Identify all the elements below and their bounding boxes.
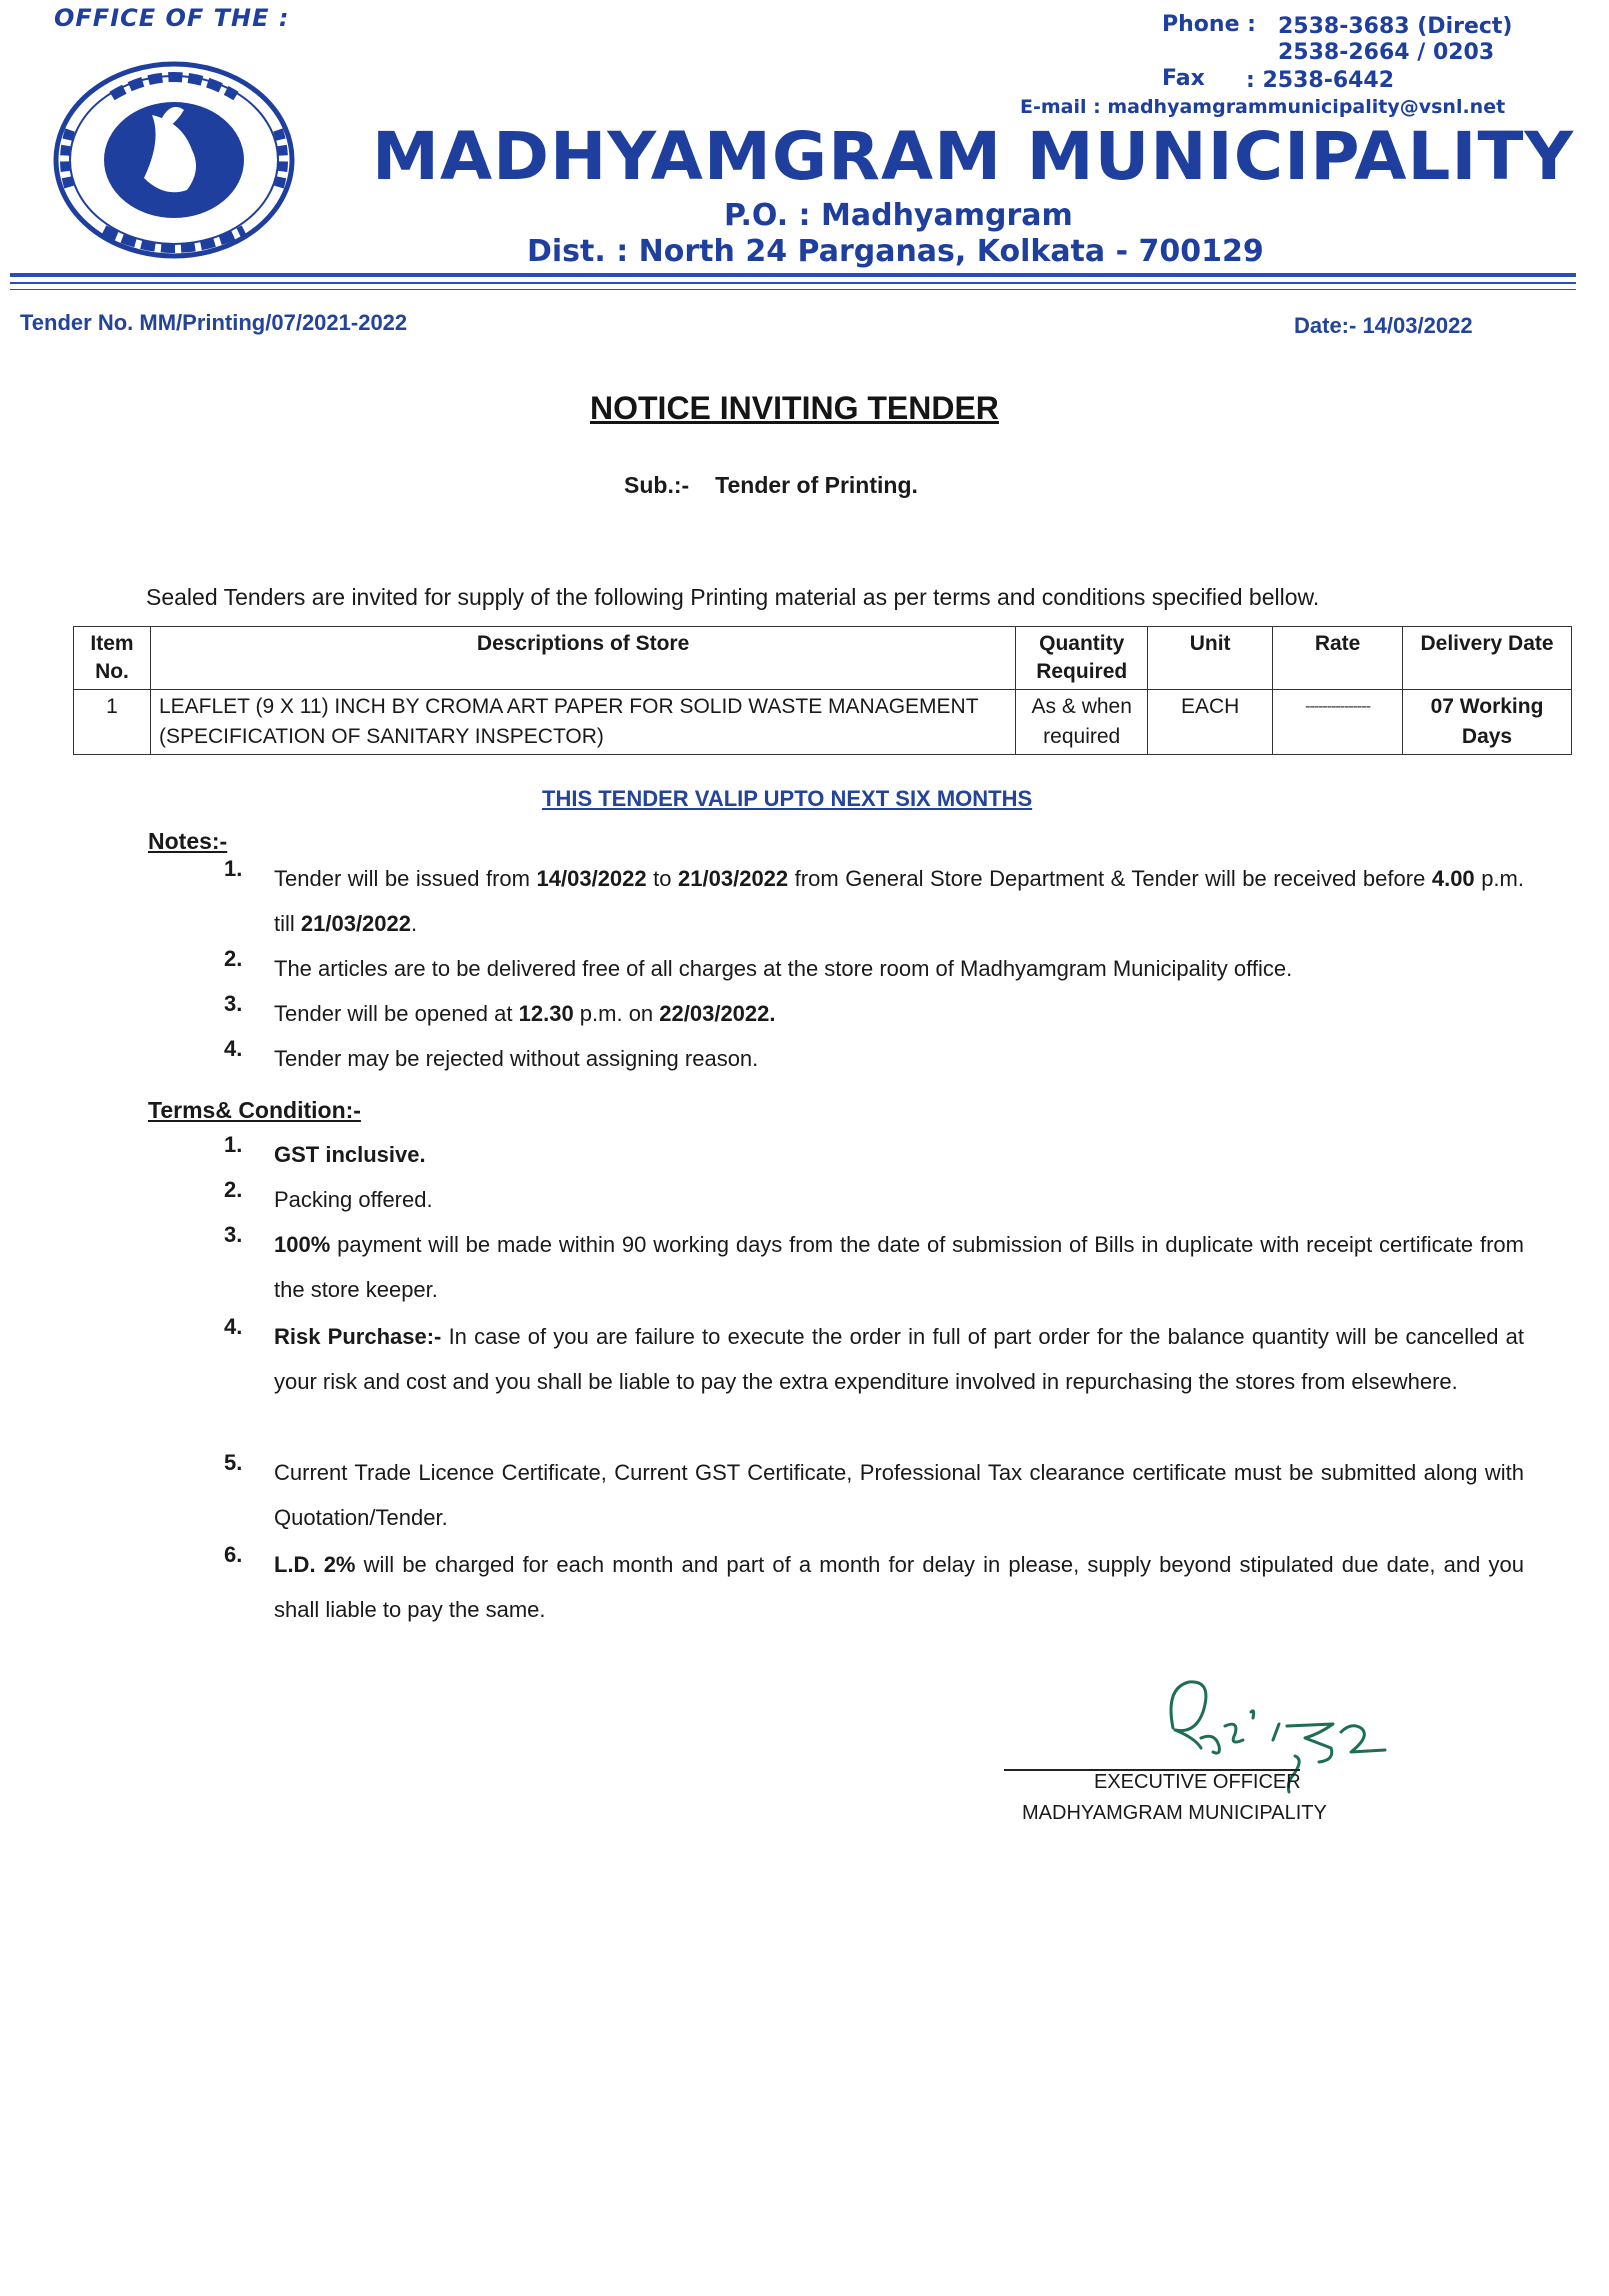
intro-paragraph: Sealed Tenders are invited for supply of the following Printing material as per terms and conditions specified bellow. [146, 584, 1320, 610]
cell-unit: EACH [1148, 690, 1273, 755]
district-line: Dist. : North 24 Parganas, Kolkata - 700129 [527, 234, 1264, 269]
letterhead-rule [10, 289, 1576, 290]
cell-delivery-date: 07 Working Days [1403, 690, 1572, 755]
subject-line [624, 472, 918, 499]
header-unit: Unit [1148, 627, 1273, 690]
post-office-line: P.O. : Madhyamgram [724, 198, 1073, 233]
notes-title: Notes:- [148, 828, 228, 854]
cell-item-no: 1 [74, 690, 151, 755]
cell-description: LEAFLET (9 X 11) INCH BY CROMA ART PAPER FOR SOLID WASTE MANAGEMENT (SPECIFICATION OF SANITARY INSPECTOR) [150, 690, 1015, 755]
notice-date: Date:- 14/03/2022 [1294, 313, 1473, 338]
terms-title: Terms& Condition:- [148, 1097, 361, 1123]
subject-label: Sub.:- [624, 472, 690, 498]
subject-text: Tender of Printing. [715, 472, 918, 498]
header-description: Descriptions of Store [150, 627, 1015, 690]
municipality-seal-icon [52, 60, 297, 260]
signatory-role: EXECUTIVE OFFICER [1094, 1771, 1301, 1793]
phone-number-1: 2538-3683 (Direct) [1278, 14, 1513, 39]
fax-label: Fax [1162, 66, 1205, 91]
phone-number-2: 2538-2664 / 0203 [1278, 40, 1495, 65]
fax-number: : 2538-6442 [1246, 68, 1395, 93]
phone-label: Phone : [1162, 12, 1256, 37]
notice-heading: NOTICE INVITING TENDER [590, 390, 999, 426]
tender-number: Tender No. MM/Printing/07/2021-2022 [20, 310, 408, 335]
letterhead-rule [10, 273, 1576, 277]
table-row [74, 690, 1572, 755]
signatory-organization: MADHYAMGRAM MUNICIPALITY [1022, 1802, 1327, 1824]
header-delivery-date: Delivery Date [1403, 627, 1572, 690]
municipality-title: MADHYAMGRAM MUNICIPALITY [372, 118, 1575, 195]
validity-note: THIS TENDER VALIP UPTO NEXT SIX MONTHS [542, 786, 1033, 811]
email-address: E-mail : madhyamgrammunicipality@vsnl.net [1020, 96, 1506, 118]
table-header-row [74, 627, 1572, 690]
letterhead-rule [10, 282, 1576, 284]
cell-quantity: As & when required [1016, 690, 1148, 755]
items-table [73, 626, 1572, 755]
header-quantity: Quantity Required [1016, 627, 1148, 690]
office-of-label: OFFICE OF THE : [54, 4, 290, 32]
header-rate: Rate [1273, 627, 1403, 690]
header-item-no: Item No. [74, 627, 151, 690]
cell-rate: --------------- [1273, 690, 1403, 755]
